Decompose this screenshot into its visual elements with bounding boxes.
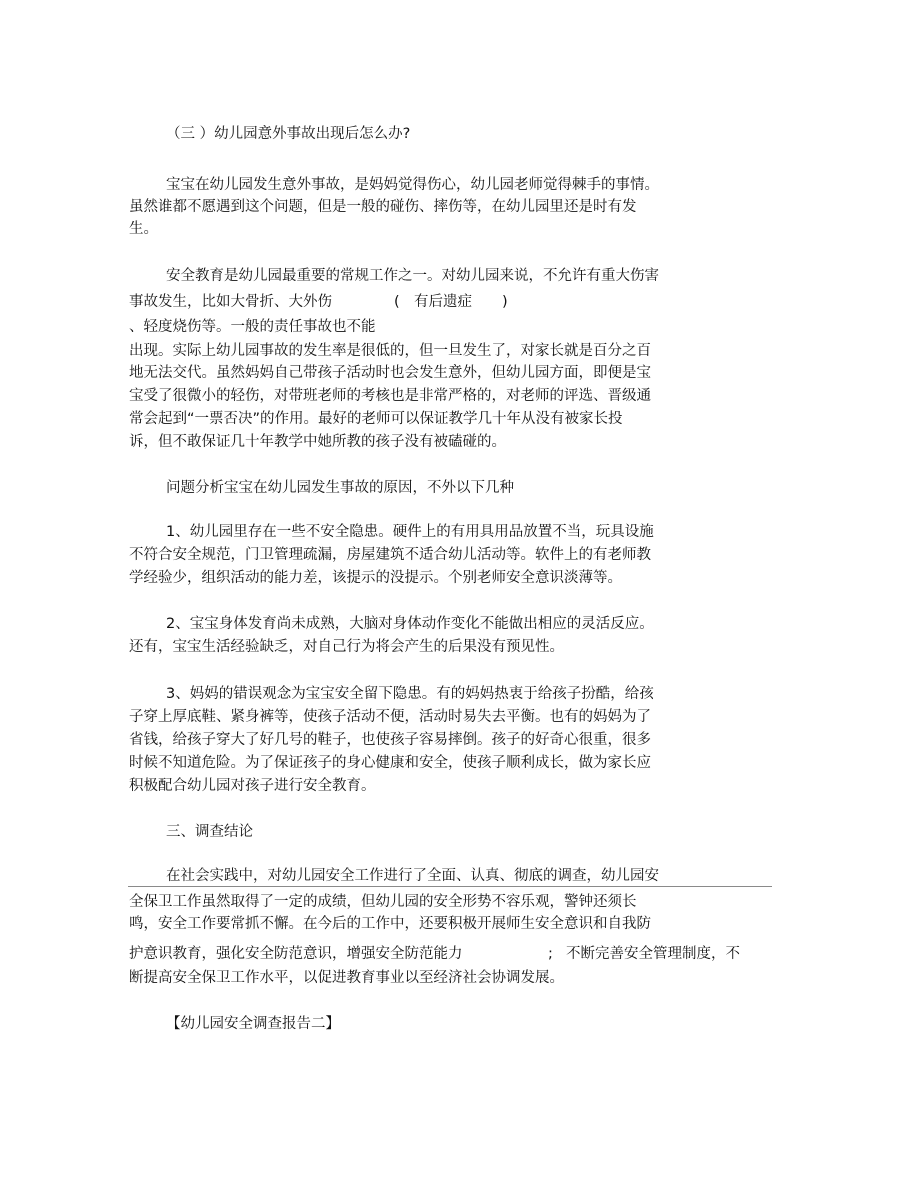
conclusion-line-4b: ; bbox=[548, 946, 553, 962]
conclusion-heading: 三、调查结论 bbox=[166, 824, 253, 840]
conclusion-line-2: 全保卫工作虽然取得了一定的成绩，但幼儿园的安全形势不容乐观，警钟还须长 bbox=[129, 894, 637, 910]
para2-line-8: 诉，但不敢保证几十年教学中她所教的孩子没有被磕碰的。 bbox=[129, 434, 506, 450]
item3-line-4: 时候不知道危险。为了保证孩子的身心健康和安全，使孩子顺利成长，做为家长应 bbox=[129, 755, 651, 771]
para2-line-2c: 有后遗症 bbox=[414, 294, 472, 310]
item1-line-3: 学经验少，组织活动的能力差，该提示的没提示。个别老师安全意识淡薄等。 bbox=[129, 570, 622, 586]
para1-line-3: 生。 bbox=[129, 221, 158, 237]
para2-line-6: 宝受了很微小的轻伤，对带班老师的考核也是非常严格的，对老师的评选、晋级通 bbox=[129, 388, 651, 404]
para2-line-2d: ) bbox=[502, 294, 508, 310]
para1-line-2: 虽然谁都不愿遇到这个问题，但是一般的碰伤、摔伤等，在幼儿园里还是时有发 bbox=[129, 199, 637, 215]
analysis-heading: 问题分析宝宝在幼儿园发生事故的原因，不外以下几种 bbox=[166, 480, 514, 496]
item3-line-1: 3、妈妈的错误观念为宝宝安全留下隐患。有的妈妈热衷于给孩子扮酷，给孩 bbox=[166, 686, 654, 702]
para2-line-2b: ( bbox=[394, 294, 400, 310]
para2-line-1: 安全教育是幼儿园最重要的常规工作之一。对幼儿园来说，不允许有重大伤害 bbox=[166, 268, 659, 284]
conclusion-line-1: 在社会实践中，对幼儿园安全工作进行了全面、认真、彻底的调查，幼儿园安 bbox=[166, 868, 659, 884]
para2-line-5: 地无法交代。虽然妈妈自己带孩子活动时也会发生意外，但幼儿园方面，即便是宝 bbox=[129, 365, 651, 381]
item3-line-2: 子穿上厚底鞋、紧身裤等，使孩子活动不便，活动时易失去平衡。也有的妈妈为了 bbox=[129, 709, 651, 725]
item2-line-2: 还有，宝宝生活经验缺乏，对自己行为将会产生的后果没有预见性。 bbox=[129, 639, 564, 655]
para1-line-1: 宝宝在幼儿园发生意外事故，是妈妈觉得伤心，幼儿园老师觉得棘手的事情。 bbox=[166, 177, 659, 193]
conclusion-line-4c: 不断完善安全管理制度，不 bbox=[566, 946, 740, 962]
section-heading: （三 ）幼儿园意外事故出现后怎么办? bbox=[166, 126, 411, 142]
horizontal-rule bbox=[128, 886, 772, 887]
item3-line-3: 省钱，给孩子穿大了好几号的鞋子，也使孩子容易摔倒。孩子的好奇心很重，很多 bbox=[129, 732, 651, 748]
para2-line-7: 常会起到“一票否决”的作用。最好的老师可以保证教学几十年从没有被家长投 bbox=[129, 411, 623, 427]
conclusion-line-5: 断提高安全保卫工作水平，以促进教育事业以至经济社会协调发展。 bbox=[129, 970, 564, 986]
item1-line-2: 不符合安全规范，门卫管理疏漏，房屋建筑不适合幼儿活动等。软件上的有老师教 bbox=[129, 547, 651, 563]
para2-line-2a: 事故发生，比如大骨折、大外伤 bbox=[129, 294, 332, 310]
item3-line-5: 积极配合幼儿园对孩子进行安全教育。 bbox=[129, 778, 376, 794]
item1-line-1: 1、幼儿园里存在一些不安全隐患。硬件上的有用具用品放置不当，玩具设施 bbox=[166, 524, 654, 540]
conclusion-line-4a: 护意识教育，强化安全防范意识，增强安全防范能力 bbox=[129, 946, 463, 962]
para2-line-4: 出现。实际上幼儿园事故的发生率是很低的，但一旦发生了，对家长就是百分之百 bbox=[129, 343, 651, 359]
conclusion-line-3: 鸣，安全工作要常抓不懈。在今后的工作中，还要积极开展师生安全意识和自我防 bbox=[129, 916, 651, 932]
para2-line-3: 、轻度烧伤等。一般的责任事故也不能 bbox=[129, 319, 376, 335]
next-report-title: 【幼儿园安全调查报告二】 bbox=[166, 1016, 340, 1032]
item2-line-1: 2、宝宝身体发育尚未成熟，大脑对身体动作变化不能做出相应的灵活反应。 bbox=[166, 616, 654, 632]
